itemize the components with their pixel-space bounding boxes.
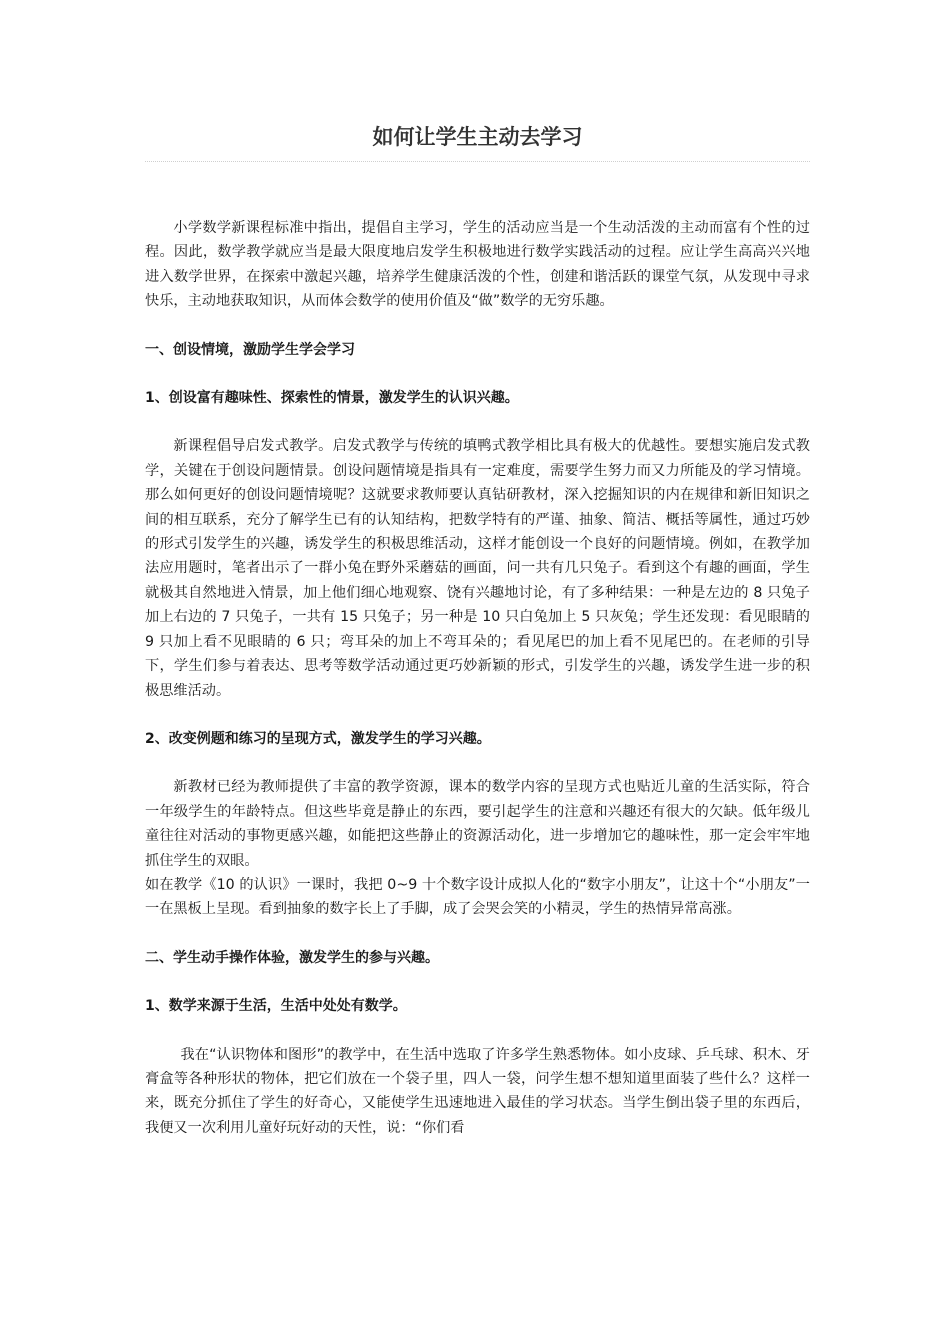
subsection-heading-1-2: 2、改变例题和练习的呈现方式，激发学生的学习兴趣。	[145, 730, 491, 747]
article-body	[145, 216, 810, 1164]
paragraph-2-1: 我在“认识物体和图形”的教学中，在生活中选取了许多学生熟悉物体。如小皮球、乒乓球、积木、牙膏盒等各种形状的物体，把它们放在一个袋子里，四人一袋，问学生想不想知道里面装了些什么？这样一来，既充分抓住了学生的好奇心，又能使学生迅速地进入最佳的学习状态。当学生倒出袋子里的东西后，我便又一次利用儿童好玩好动的天性，说：“你们看	[145, 1046, 810, 1136]
section-heading-2: 二、学生动手操作体验，激发学生的参与兴趣。	[145, 949, 439, 966]
section-heading-1: 一、创设情境，激励学生学会学习	[145, 341, 355, 358]
paragraph-1-2: 新教材已经为教师提供了丰富的教学资源，课本的数学内容的呈现方式也贴近儿童的生活实际，符合一年级学生的年龄特点。但这些毕竟是静止的东西，要引起学生的注意和兴趣还有很大的欠缺。低年级儿童往往对活动的事物更感兴趣，如能把这些静止的资源活动化，进一步增加它的趣味性，那一定会牢牢地抓住学生的双眼。	[145, 779, 810, 869]
subsection-heading-1-1: 1、创设富有趣味性、探索性的情景，激发学生的认识兴趣。	[145, 390, 519, 407]
paragraph-1-2-example: 如在教学《10 的认识》一课时，我把 0~9 十个数字设计成拟人化的“数字小朋友”，让这十个“小朋友”一一在黑板上呈现。看到抽象的数字长上了手脚，成了会哭会笑的小精灵，学生的热情异常高涨。	[145, 876, 810, 918]
subsection-heading-2-1: 1、数学来源于生活，生活中处处有数学。	[145, 998, 407, 1015]
intro-paragraph: 小学数学新课程标准中指出，提倡自主学习，学生的活动应当是一个生动活泼的主动而富有个性的过程。因此，数学教学就应当是最大限度地启发学生积极地进行数学实践活动的过程。应让学生高高兴兴地进入数学世界，在探索中激起兴趣，培养学生健康活泼的个性，创建和谐活跃的课堂气氛，从发现中寻求快乐，主动地获取知识，从而体会数学的使用价值及“做”数学的无穷乐趣。	[145, 220, 810, 310]
page-title: 如何让学生主动去学习	[372, 124, 583, 149]
paragraph-1-1: 新课程倡导启发式教学。启发式教学与传统的填鸭式教学相比具有极大的优越性。要想实施启发式教学，关键在于创设问题情景。创设问题情境是指具有一定难度，需要学生努力而又力所能及的学习情境。那么如何更好的创设问题情境呢？这就要求教师要认真钻研教材，深入挖掘知识的内在规律和新旧知识之间的相互联系，充分了解学生已有的认知结构，把数学特有的严谨、抽象、简洁、概括等属性，通过巧妙的形式引发学生的兴趣，诱发学生的积极思维活动，这样才能创设一个良好的问题情境。例如，在教学加法应用题时，笔者出示了一群小兔在野外采蘑菇的画面，问一共有几只兔子。看到这个有趣的画面，学生就极其自然地进入情景，加上他们细心地观察、饶有兴趣地讨论，有了多种结果：一种是左边的 8 只兔子加上右边的 7 只兔子，一共有 15 只兔子；另一种是 10 只白兔加上 5 只灰兔；学生还发现：看见眼睛的 9 只加上看不见眼睛的 6 只；弯耳朵的加上不弯耳朵的；看见尾巴的加上看不见尾巴的。在老师的引导下，学生们参与着表达、思考等数学活动通过更巧妙新颖的形式，引发学生的兴趣，诱发学生进一步的积极思维活动。	[145, 438, 810, 699]
title-divider	[145, 161, 810, 162]
